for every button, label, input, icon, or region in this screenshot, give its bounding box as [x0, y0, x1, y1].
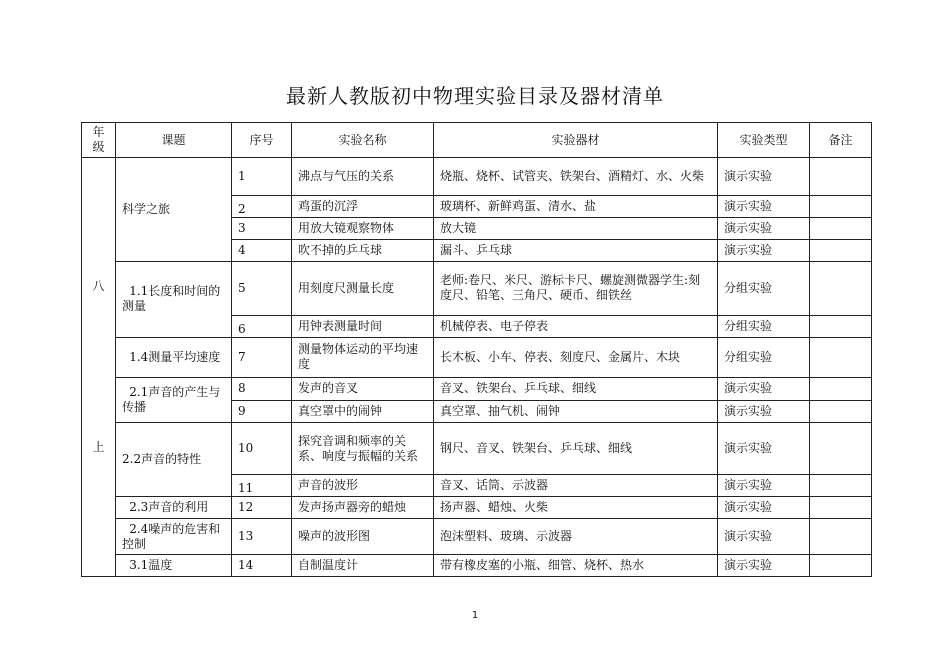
- table-header-row: [82, 123, 872, 158]
- name-cell: 声音的波形: [292, 475, 434, 497]
- type-cell: 演示实验: [718, 423, 810, 475]
- topic-cell: 3.1温度: [116, 555, 232, 577]
- name-cell: 噪声的波形图: [292, 519, 434, 555]
- note-cell: [810, 497, 872, 519]
- table-row: [82, 519, 872, 555]
- note-cell: [810, 240, 872, 262]
- header-type: 实验类型: [718, 123, 810, 158]
- name-cell: 探究音调和频率的关系、响度与振幅的关系: [292, 423, 434, 475]
- equipment-cell: 音叉、铁架台、乒乓球、细线: [434, 377, 718, 401]
- note-cell: [810, 401, 872, 423]
- type-cell: 分组实验: [718, 337, 810, 377]
- name-cell: 测量物体运动的平均速度: [292, 337, 434, 377]
- seq-cell: 13: [232, 519, 292, 555]
- grade-char-2: 上: [92, 440, 105, 454]
- note-cell: [810, 555, 872, 577]
- note-cell: [810, 158, 872, 196]
- seq-cell: 3: [232, 218, 292, 240]
- note-cell: [810, 196, 872, 218]
- equipment-cell: 老师:卷尺、米尺、游标卡尺、螺旋测微器学生:刻度尺、铅笔、三角尺、硬币、细铁丝: [434, 262, 718, 316]
- header-topic: 课题: [116, 123, 232, 158]
- note-cell: [810, 315, 872, 337]
- type-cell: 演示实验: [718, 555, 810, 577]
- name-cell: 用刻度尺测量长度: [292, 262, 434, 316]
- name-cell: 用钟表测量时间: [292, 315, 434, 337]
- seq-cell: 4: [232, 240, 292, 262]
- equipment-cell: 玻璃杯、新鲜鸡蛋、清水、盐: [434, 196, 718, 218]
- table-row: [82, 423, 872, 475]
- header-seq: 序号: [232, 123, 292, 158]
- name-cell: 真空罩中的闹钟: [292, 401, 434, 423]
- type-cell: 演示实验: [718, 497, 810, 519]
- seq-cell: 6: [232, 315, 292, 337]
- name-cell: 自制温度计: [292, 555, 434, 577]
- note-cell: [810, 218, 872, 240]
- name-cell: 沸点与气压的关系: [292, 158, 434, 196]
- seq-cell: 5: [232, 262, 292, 316]
- table-row: [82, 497, 872, 519]
- type-cell: 演示实验: [718, 401, 810, 423]
- name-cell: 发声的音叉: [292, 377, 434, 401]
- page-number: 1: [471, 610, 479, 621]
- type-cell: 分组实验: [718, 262, 810, 316]
- type-cell: 演示实验: [718, 196, 810, 218]
- table-row: [82, 337, 872, 377]
- type-cell: 演示实验: [718, 519, 810, 555]
- seq-cell: 2: [232, 196, 292, 218]
- seq-cell: 7: [232, 337, 292, 377]
- seq-cell: 9: [232, 401, 292, 423]
- header-grade: 年 级: [82, 123, 116, 158]
- equipment-cell: 漏斗、乒乓球: [434, 240, 718, 262]
- type-cell: 演示实验: [718, 240, 810, 262]
- note-cell: [810, 337, 872, 377]
- equipment-cell: 带有橡皮塞的小瓶、细管、烧杯、热水: [434, 555, 718, 577]
- table-row: [82, 262, 872, 316]
- note-cell: [810, 262, 872, 316]
- equipment-cell: 泡沫塑料、玻璃、示波器: [434, 519, 718, 555]
- note-cell: [810, 377, 872, 401]
- type-cell: 分组实验: [718, 315, 810, 337]
- table-row: [82, 158, 872, 196]
- topic-cell: 1.1长度和时间的测量: [116, 262, 232, 338]
- name-cell: 用放大镜观察物体: [292, 218, 434, 240]
- equipment-cell: 真空罩、抽气机、闹钟: [434, 401, 718, 423]
- note-cell: [810, 475, 872, 497]
- equipment-cell: 音叉、话筒、示波器: [434, 475, 718, 497]
- table-row: [82, 377, 872, 401]
- equipment-cell: 烧瓶、烧杯、试管夹、铁架台、酒精灯、水、火柴: [434, 158, 718, 196]
- name-cell: 发声扬声器旁的蜡烛: [292, 497, 434, 519]
- grade-cell: [82, 158, 116, 577]
- topic-cell: 2.2声音的特性: [116, 423, 232, 497]
- equipment-cell: 扬声器、蜡烛、火柴: [434, 497, 718, 519]
- header-equipment: 实验器材: [434, 123, 718, 158]
- equipment-cell: 放大镜: [434, 218, 718, 240]
- seq-cell: 8: [232, 377, 292, 401]
- type-cell: 演示实验: [718, 377, 810, 401]
- name-cell: 鸡蛋的沉浮: [292, 196, 434, 218]
- type-cell: 演示实验: [718, 475, 810, 497]
- seq-cell: 14: [232, 555, 292, 577]
- topic-cell: 2.4噪声的危害和控制: [116, 519, 232, 555]
- note-cell: [810, 519, 872, 555]
- type-cell: 演示实验: [718, 158, 810, 196]
- topic-cell: 2.1声音的产生与传播: [116, 377, 232, 423]
- note-cell: [810, 423, 872, 475]
- header-note: 备注: [810, 123, 872, 158]
- topic-cell: 科学之旅: [116, 158, 232, 262]
- equipment-cell: 长木板、小车、停表、刻度尺、金属片、木块: [434, 337, 718, 377]
- grade-char-1: 八: [92, 279, 105, 293]
- seq-cell: 10: [232, 423, 292, 475]
- experiment-table: [81, 122, 872, 577]
- header-name: 实验名称: [292, 123, 434, 158]
- seq-cell: 11: [232, 475, 292, 497]
- type-cell: 演示实验: [718, 218, 810, 240]
- seq-cell: 12: [232, 497, 292, 519]
- document-title: 最新人教版初中物理实验目录及器材清单: [286, 84, 664, 108]
- equipment-cell: 钢尺、音叉、铁架台、乒乓球、细线: [434, 423, 718, 475]
- equipment-cell: 机械停表、电子停表: [434, 315, 718, 337]
- topic-cell: 2.3声音的利用: [116, 497, 232, 519]
- table-row: [82, 555, 872, 577]
- topic-cell: 1.4测量平均速度: [116, 337, 232, 377]
- name-cell: 吹不掉的乒乓球: [292, 240, 434, 262]
- seq-cell: 1: [232, 158, 292, 196]
